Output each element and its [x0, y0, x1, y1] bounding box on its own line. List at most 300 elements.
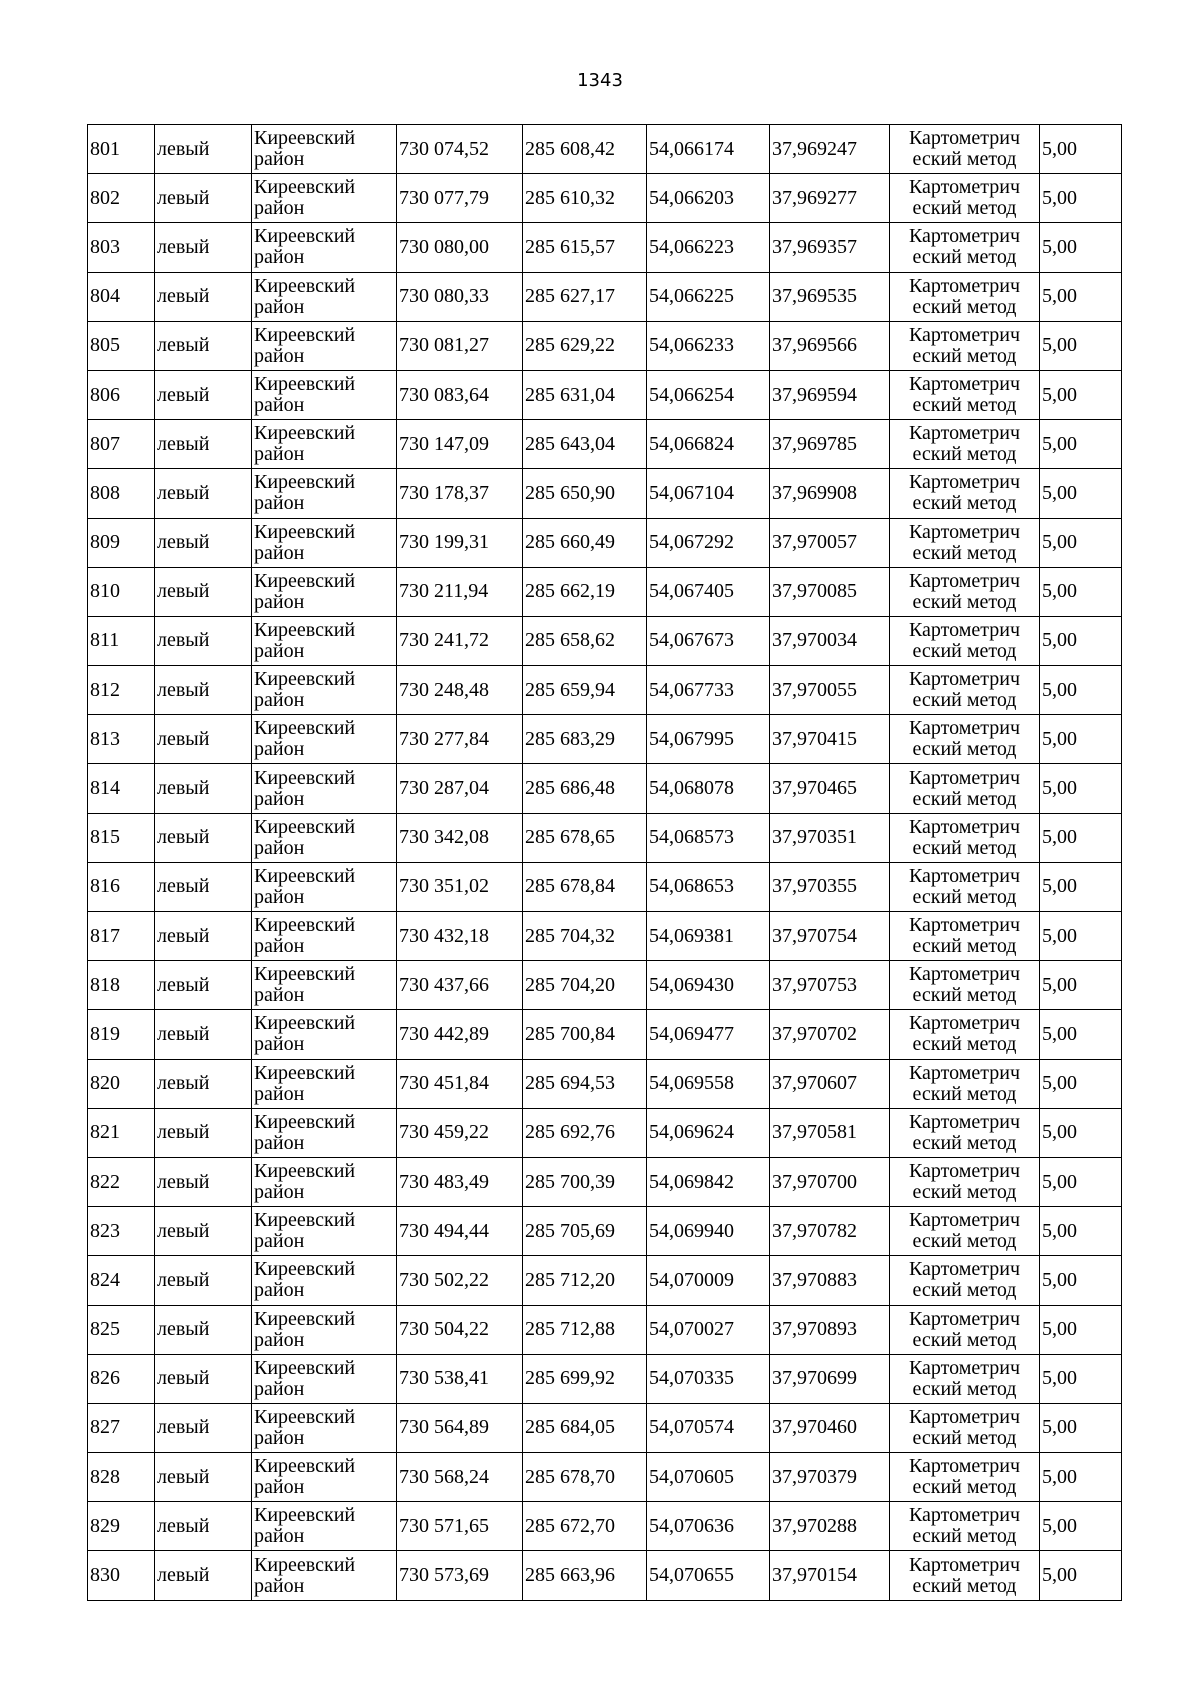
district-cell: Киреевский район [252, 813, 397, 862]
point-number-cell: 819 [88, 1010, 155, 1059]
y-coordinate-cell: 285 631,04 [523, 370, 647, 419]
latitude-cell: 54,070027 [647, 1305, 770, 1354]
x-coordinate-cell: 730 494,44 [397, 1207, 523, 1256]
table-row [88, 125, 1122, 174]
method-cell: Картометрич еский метод [890, 1354, 1040, 1403]
latitude-cell: 54,070009 [647, 1256, 770, 1305]
method-cell: Картометрич еский метод [890, 1403, 1040, 1452]
method-cell: Картометрич еский метод [890, 1453, 1040, 1502]
accuracy-cell: 5,00 [1040, 370, 1122, 419]
latitude-cell: 54,069624 [647, 1108, 770, 1157]
longitude-cell: 37,970415 [770, 715, 890, 764]
point-number-cell: 817 [88, 912, 155, 961]
latitude-cell: 54,070636 [647, 1502, 770, 1551]
y-coordinate-cell: 285 705,69 [523, 1207, 647, 1256]
method-cell: Картометрич еский метод [890, 961, 1040, 1010]
side-cell: левый [155, 715, 252, 764]
x-coordinate-cell: 730 199,31 [397, 518, 523, 567]
side-cell: левый [155, 518, 252, 567]
accuracy-cell: 5,00 [1040, 715, 1122, 764]
x-coordinate-cell: 730 504,22 [397, 1305, 523, 1354]
latitude-cell: 54,070335 [647, 1354, 770, 1403]
district-cell: Киреевский район [252, 862, 397, 911]
latitude-cell: 54,069430 [647, 961, 770, 1010]
longitude-cell: 37,970154 [770, 1551, 890, 1600]
method-cell: Картометрич еский метод [890, 912, 1040, 961]
x-coordinate-cell: 730 178,37 [397, 469, 523, 518]
table-row [88, 1207, 1122, 1256]
table-row [88, 616, 1122, 665]
side-cell: левый [155, 813, 252, 862]
y-coordinate-cell: 285 629,22 [523, 321, 647, 370]
latitude-cell: 54,070574 [647, 1403, 770, 1452]
longitude-cell: 37,969594 [770, 370, 890, 419]
district-cell: Киреевский район [252, 272, 397, 321]
latitude-cell: 54,066203 [647, 174, 770, 223]
y-coordinate-cell: 285 694,53 [523, 1059, 647, 1108]
x-coordinate-cell: 730 077,79 [397, 174, 523, 223]
accuracy-cell: 5,00 [1040, 1354, 1122, 1403]
x-coordinate-cell: 730 287,04 [397, 764, 523, 813]
point-number-cell: 829 [88, 1502, 155, 1551]
side-cell: левый [155, 370, 252, 419]
longitude-cell: 37,970288 [770, 1502, 890, 1551]
longitude-cell: 37,970581 [770, 1108, 890, 1157]
method-cell: Картометрич еский метод [890, 1551, 1040, 1600]
side-cell: левый [155, 961, 252, 1010]
y-coordinate-cell: 285 699,92 [523, 1354, 647, 1403]
longitude-cell: 37,970753 [770, 961, 890, 1010]
side-cell: левый [155, 1354, 252, 1403]
latitude-cell: 54,069842 [647, 1157, 770, 1206]
district-cell: Киреевский район [252, 961, 397, 1010]
side-cell: левый [155, 764, 252, 813]
longitude-cell: 37,969357 [770, 223, 890, 272]
x-coordinate-cell: 730 351,02 [397, 862, 523, 911]
method-cell: Картометрич еский метод [890, 567, 1040, 616]
district-cell: Киреевский район [252, 125, 397, 174]
method-cell: Картометрич еский метод [890, 1059, 1040, 1108]
y-coordinate-cell: 285 678,84 [523, 862, 647, 911]
district-cell: Киреевский район [252, 1207, 397, 1256]
accuracy-cell: 5,00 [1040, 272, 1122, 321]
accuracy-cell: 5,00 [1040, 1551, 1122, 1600]
district-cell: Киреевский район [252, 420, 397, 469]
method-cell: Картометрич еский метод [890, 1256, 1040, 1305]
x-coordinate-cell: 730 502,22 [397, 1256, 523, 1305]
latitude-cell: 54,068078 [647, 764, 770, 813]
y-coordinate-cell: 285 704,32 [523, 912, 647, 961]
side-cell: левый [155, 125, 252, 174]
latitude-cell: 54,070605 [647, 1453, 770, 1502]
table-row [88, 1551, 1122, 1600]
method-cell: Картометрич еский метод [890, 1108, 1040, 1157]
x-coordinate-cell: 730 442,89 [397, 1010, 523, 1059]
x-coordinate-cell: 730 459,22 [397, 1108, 523, 1157]
district-cell: Киреевский район [252, 1551, 397, 1600]
table-row [88, 518, 1122, 567]
accuracy-cell: 5,00 [1040, 1108, 1122, 1157]
y-coordinate-cell: 285 712,88 [523, 1305, 647, 1354]
point-number-cell: 826 [88, 1354, 155, 1403]
district-cell: Киреевский район [252, 567, 397, 616]
x-coordinate-cell: 730 211,94 [397, 567, 523, 616]
latitude-cell: 54,069381 [647, 912, 770, 961]
district-cell: Киреевский район [252, 518, 397, 567]
y-coordinate-cell: 285 686,48 [523, 764, 647, 813]
side-cell: левый [155, 321, 252, 370]
longitude-cell: 37,970085 [770, 567, 890, 616]
table-row [88, 764, 1122, 813]
accuracy-cell: 5,00 [1040, 1010, 1122, 1059]
accuracy-cell: 5,00 [1040, 469, 1122, 518]
point-number-cell: 827 [88, 1403, 155, 1452]
latitude-cell: 54,067733 [647, 666, 770, 715]
side-cell: левый [155, 1059, 252, 1108]
table-row [88, 1502, 1122, 1551]
point-number-cell: 804 [88, 272, 155, 321]
point-number-cell: 811 [88, 616, 155, 665]
table-row [88, 321, 1122, 370]
latitude-cell: 54,066824 [647, 420, 770, 469]
accuracy-cell: 5,00 [1040, 518, 1122, 567]
longitude-cell: 37,970460 [770, 1403, 890, 1452]
longitude-cell: 37,970702 [770, 1010, 890, 1059]
longitude-cell: 37,970700 [770, 1157, 890, 1206]
accuracy-cell: 5,00 [1040, 1157, 1122, 1206]
longitude-cell: 37,970055 [770, 666, 890, 715]
district-cell: Киреевский район [252, 1059, 397, 1108]
longitude-cell: 37,970893 [770, 1305, 890, 1354]
point-number-cell: 828 [88, 1453, 155, 1502]
side-cell: левый [155, 1551, 252, 1600]
district-cell: Киреевский район [252, 1256, 397, 1305]
x-coordinate-cell: 730 342,08 [397, 813, 523, 862]
latitude-cell: 54,070655 [647, 1551, 770, 1600]
longitude-cell: 37,969908 [770, 469, 890, 518]
table-row [88, 1305, 1122, 1354]
longitude-cell: 37,970699 [770, 1354, 890, 1403]
method-cell: Картометрич еский метод [890, 272, 1040, 321]
longitude-cell: 37,969277 [770, 174, 890, 223]
side-cell: левый [155, 862, 252, 911]
accuracy-cell: 5,00 [1040, 1305, 1122, 1354]
district-cell: Киреевский район [252, 1453, 397, 1502]
y-coordinate-cell: 285 678,65 [523, 813, 647, 862]
method-cell: Картометрич еский метод [890, 666, 1040, 715]
table-row [88, 174, 1122, 223]
method-cell: Картометрич еский метод [890, 321, 1040, 370]
longitude-cell: 37,969535 [770, 272, 890, 321]
district-cell: Киреевский район [252, 1157, 397, 1206]
accuracy-cell: 5,00 [1040, 961, 1122, 1010]
district-cell: Киреевский район [252, 715, 397, 764]
side-cell: левый [155, 469, 252, 518]
y-coordinate-cell: 285 683,29 [523, 715, 647, 764]
table-row [88, 272, 1122, 321]
latitude-cell: 54,067995 [647, 715, 770, 764]
table-row [88, 420, 1122, 469]
method-cell: Картометрич еский метод [890, 764, 1040, 813]
accuracy-cell: 5,00 [1040, 567, 1122, 616]
latitude-cell: 54,066254 [647, 370, 770, 419]
y-coordinate-cell: 285 659,94 [523, 666, 647, 715]
method-cell: Картометрич еский метод [890, 813, 1040, 862]
y-coordinate-cell: 285 663,96 [523, 1551, 647, 1600]
accuracy-cell: 5,00 [1040, 764, 1122, 813]
point-number-cell: 820 [88, 1059, 155, 1108]
table-row [88, 1403, 1122, 1452]
latitude-cell: 54,069558 [647, 1059, 770, 1108]
district-cell: Киреевский район [252, 764, 397, 813]
method-cell: Картометрич еский метод [890, 174, 1040, 223]
side-cell: левый [155, 1108, 252, 1157]
method-cell: Картометрич еский метод [890, 1010, 1040, 1059]
accuracy-cell: 5,00 [1040, 174, 1122, 223]
district-cell: Киреевский район [252, 1354, 397, 1403]
longitude-cell: 37,970782 [770, 1207, 890, 1256]
method-cell: Картометрич еский метод [890, 616, 1040, 665]
longitude-cell: 37,970754 [770, 912, 890, 961]
x-coordinate-cell: 730 248,48 [397, 666, 523, 715]
point-number-cell: 822 [88, 1157, 155, 1206]
side-cell: левый [155, 223, 252, 272]
district-cell: Киреевский район [252, 1305, 397, 1354]
side-cell: левый [155, 567, 252, 616]
method-cell: Картометрич еский метод [890, 420, 1040, 469]
x-coordinate-cell: 730 080,33 [397, 272, 523, 321]
point-number-cell: 805 [88, 321, 155, 370]
table-row [88, 912, 1122, 961]
accuracy-cell: 5,00 [1040, 616, 1122, 665]
accuracy-cell: 5,00 [1040, 862, 1122, 911]
page-number: 1343 [577, 70, 623, 91]
x-coordinate-cell: 730 571,65 [397, 1502, 523, 1551]
y-coordinate-cell: 285 627,17 [523, 272, 647, 321]
longitude-cell: 37,970351 [770, 813, 890, 862]
accuracy-cell: 5,00 [1040, 420, 1122, 469]
point-number-cell: 806 [88, 370, 155, 419]
table-row [88, 862, 1122, 911]
accuracy-cell: 5,00 [1040, 321, 1122, 370]
side-cell: левый [155, 1502, 252, 1551]
x-coordinate-cell: 730 568,24 [397, 1453, 523, 1502]
y-coordinate-cell: 285 662,19 [523, 567, 647, 616]
district-cell: Киреевский район [252, 1403, 397, 1452]
latitude-cell: 54,066233 [647, 321, 770, 370]
y-coordinate-cell: 285 650,90 [523, 469, 647, 518]
x-coordinate-cell: 730 483,49 [397, 1157, 523, 1206]
side-cell: левый [155, 174, 252, 223]
side-cell: левый [155, 1305, 252, 1354]
point-number-cell: 812 [88, 666, 155, 715]
y-coordinate-cell: 285 692,76 [523, 1108, 647, 1157]
district-cell: Киреевский район [252, 912, 397, 961]
accuracy-cell: 5,00 [1040, 1256, 1122, 1305]
latitude-cell: 54,067405 [647, 567, 770, 616]
district-cell: Киреевский район [252, 321, 397, 370]
side-cell: левый [155, 616, 252, 665]
side-cell: левый [155, 1157, 252, 1206]
table-row [88, 1256, 1122, 1305]
table-row [88, 1354, 1122, 1403]
side-cell: левый [155, 420, 252, 469]
x-coordinate-cell: 730 573,69 [397, 1551, 523, 1600]
accuracy-cell: 5,00 [1040, 666, 1122, 715]
method-cell: Картометрич еский метод [890, 223, 1040, 272]
latitude-cell: 54,069477 [647, 1010, 770, 1059]
y-coordinate-cell: 285 643,04 [523, 420, 647, 469]
table-row [88, 961, 1122, 1010]
district-cell: Киреевский район [252, 1108, 397, 1157]
y-coordinate-cell: 285 700,84 [523, 1010, 647, 1059]
point-number-cell: 823 [88, 1207, 155, 1256]
point-number-cell: 830 [88, 1551, 155, 1600]
y-coordinate-cell: 285 700,39 [523, 1157, 647, 1206]
point-number-cell: 807 [88, 420, 155, 469]
side-cell: левый [155, 1010, 252, 1059]
accuracy-cell: 5,00 [1040, 1207, 1122, 1256]
longitude-cell: 37,970465 [770, 764, 890, 813]
method-cell: Картометрич еский метод [890, 1157, 1040, 1206]
point-number-cell: 810 [88, 567, 155, 616]
district-cell: Киреевский район [252, 174, 397, 223]
coordinates-table [87, 124, 1122, 1601]
table-row [88, 1059, 1122, 1108]
point-number-cell: 802 [88, 174, 155, 223]
x-coordinate-cell: 730 080,00 [397, 223, 523, 272]
y-coordinate-cell: 285 660,49 [523, 518, 647, 567]
method-cell: Картометрич еский метод [890, 1305, 1040, 1354]
x-coordinate-cell: 730 277,84 [397, 715, 523, 764]
latitude-cell: 54,068653 [647, 862, 770, 911]
district-cell: Киреевский район [252, 1010, 397, 1059]
longitude-cell: 37,969785 [770, 420, 890, 469]
point-number-cell: 821 [88, 1108, 155, 1157]
x-coordinate-cell: 730 564,89 [397, 1403, 523, 1452]
method-cell: Картометрич еский метод [890, 715, 1040, 764]
latitude-cell: 54,068573 [647, 813, 770, 862]
latitude-cell: 54,066174 [647, 125, 770, 174]
method-cell: Картометрич еский метод [890, 125, 1040, 174]
x-coordinate-cell: 730 538,41 [397, 1354, 523, 1403]
side-cell: левый [155, 1207, 252, 1256]
method-cell: Картометрич еский метод [890, 1207, 1040, 1256]
longitude-cell: 37,970057 [770, 518, 890, 567]
x-coordinate-cell: 730 451,84 [397, 1059, 523, 1108]
accuracy-cell: 5,00 [1040, 1502, 1122, 1551]
point-number-cell: 824 [88, 1256, 155, 1305]
table-body [88, 125, 1122, 1601]
table-row [88, 1010, 1122, 1059]
table-row [88, 715, 1122, 764]
x-coordinate-cell: 730 241,72 [397, 616, 523, 665]
side-cell: левый [155, 912, 252, 961]
y-coordinate-cell: 285 672,70 [523, 1502, 647, 1551]
latitude-cell: 54,067104 [647, 469, 770, 518]
table-row [88, 370, 1122, 419]
method-cell: Картометрич еский метод [890, 862, 1040, 911]
y-coordinate-cell: 285 658,62 [523, 616, 647, 665]
x-coordinate-cell: 730 147,09 [397, 420, 523, 469]
latitude-cell: 54,067673 [647, 616, 770, 665]
district-cell: Киреевский район [252, 370, 397, 419]
longitude-cell: 37,970379 [770, 1453, 890, 1502]
table-row [88, 666, 1122, 715]
district-cell: Киреевский район [252, 1502, 397, 1551]
point-number-cell: 808 [88, 469, 155, 518]
y-coordinate-cell: 285 704,20 [523, 961, 647, 1010]
table-row [88, 469, 1122, 518]
longitude-cell: 37,970034 [770, 616, 890, 665]
longitude-cell: 37,969247 [770, 125, 890, 174]
point-number-cell: 803 [88, 223, 155, 272]
point-number-cell: 813 [88, 715, 155, 764]
side-cell: левый [155, 1453, 252, 1502]
x-coordinate-cell: 730 437,66 [397, 961, 523, 1010]
x-coordinate-cell: 730 432,18 [397, 912, 523, 961]
y-coordinate-cell: 285 678,70 [523, 1453, 647, 1502]
accuracy-cell: 5,00 [1040, 125, 1122, 174]
y-coordinate-cell: 285 712,20 [523, 1256, 647, 1305]
longitude-cell: 37,970607 [770, 1059, 890, 1108]
point-number-cell: 825 [88, 1305, 155, 1354]
accuracy-cell: 5,00 [1040, 1453, 1122, 1502]
accuracy-cell: 5,00 [1040, 1059, 1122, 1108]
method-cell: Картометрич еский метод [890, 370, 1040, 419]
accuracy-cell: 5,00 [1040, 813, 1122, 862]
table-row [88, 1157, 1122, 1206]
latitude-cell: 54,066223 [647, 223, 770, 272]
latitude-cell: 54,066225 [647, 272, 770, 321]
point-number-cell: 814 [88, 764, 155, 813]
table-row [88, 813, 1122, 862]
latitude-cell: 54,069940 [647, 1207, 770, 1256]
longitude-cell: 37,969566 [770, 321, 890, 370]
accuracy-cell: 5,00 [1040, 223, 1122, 272]
district-cell: Киреевский район [252, 616, 397, 665]
side-cell: левый [155, 272, 252, 321]
latitude-cell: 54,067292 [647, 518, 770, 567]
x-coordinate-cell: 730 081,27 [397, 321, 523, 370]
x-coordinate-cell: 730 074,52 [397, 125, 523, 174]
method-cell: Картометрич еский метод [890, 1502, 1040, 1551]
accuracy-cell: 5,00 [1040, 912, 1122, 961]
side-cell: левый [155, 1403, 252, 1452]
point-number-cell: 816 [88, 862, 155, 911]
point-number-cell: 809 [88, 518, 155, 567]
longitude-cell: 37,970883 [770, 1256, 890, 1305]
accuracy-cell: 5,00 [1040, 1403, 1122, 1452]
method-cell: Картометрич еский метод [890, 518, 1040, 567]
district-cell: Киреевский район [252, 469, 397, 518]
table-row [88, 567, 1122, 616]
method-cell: Картометрич еский метод [890, 469, 1040, 518]
side-cell: левый [155, 1256, 252, 1305]
y-coordinate-cell: 285 610,32 [523, 174, 647, 223]
y-coordinate-cell: 285 615,57 [523, 223, 647, 272]
point-number-cell: 818 [88, 961, 155, 1010]
side-cell: левый [155, 666, 252, 715]
point-number-cell: 801 [88, 125, 155, 174]
table-row [88, 1453, 1122, 1502]
y-coordinate-cell: 285 608,42 [523, 125, 647, 174]
district-cell: Киреевский район [252, 223, 397, 272]
point-number-cell: 815 [88, 813, 155, 862]
district-cell: Киреевский район [252, 666, 397, 715]
table-row [88, 223, 1122, 272]
table-row [88, 1108, 1122, 1157]
